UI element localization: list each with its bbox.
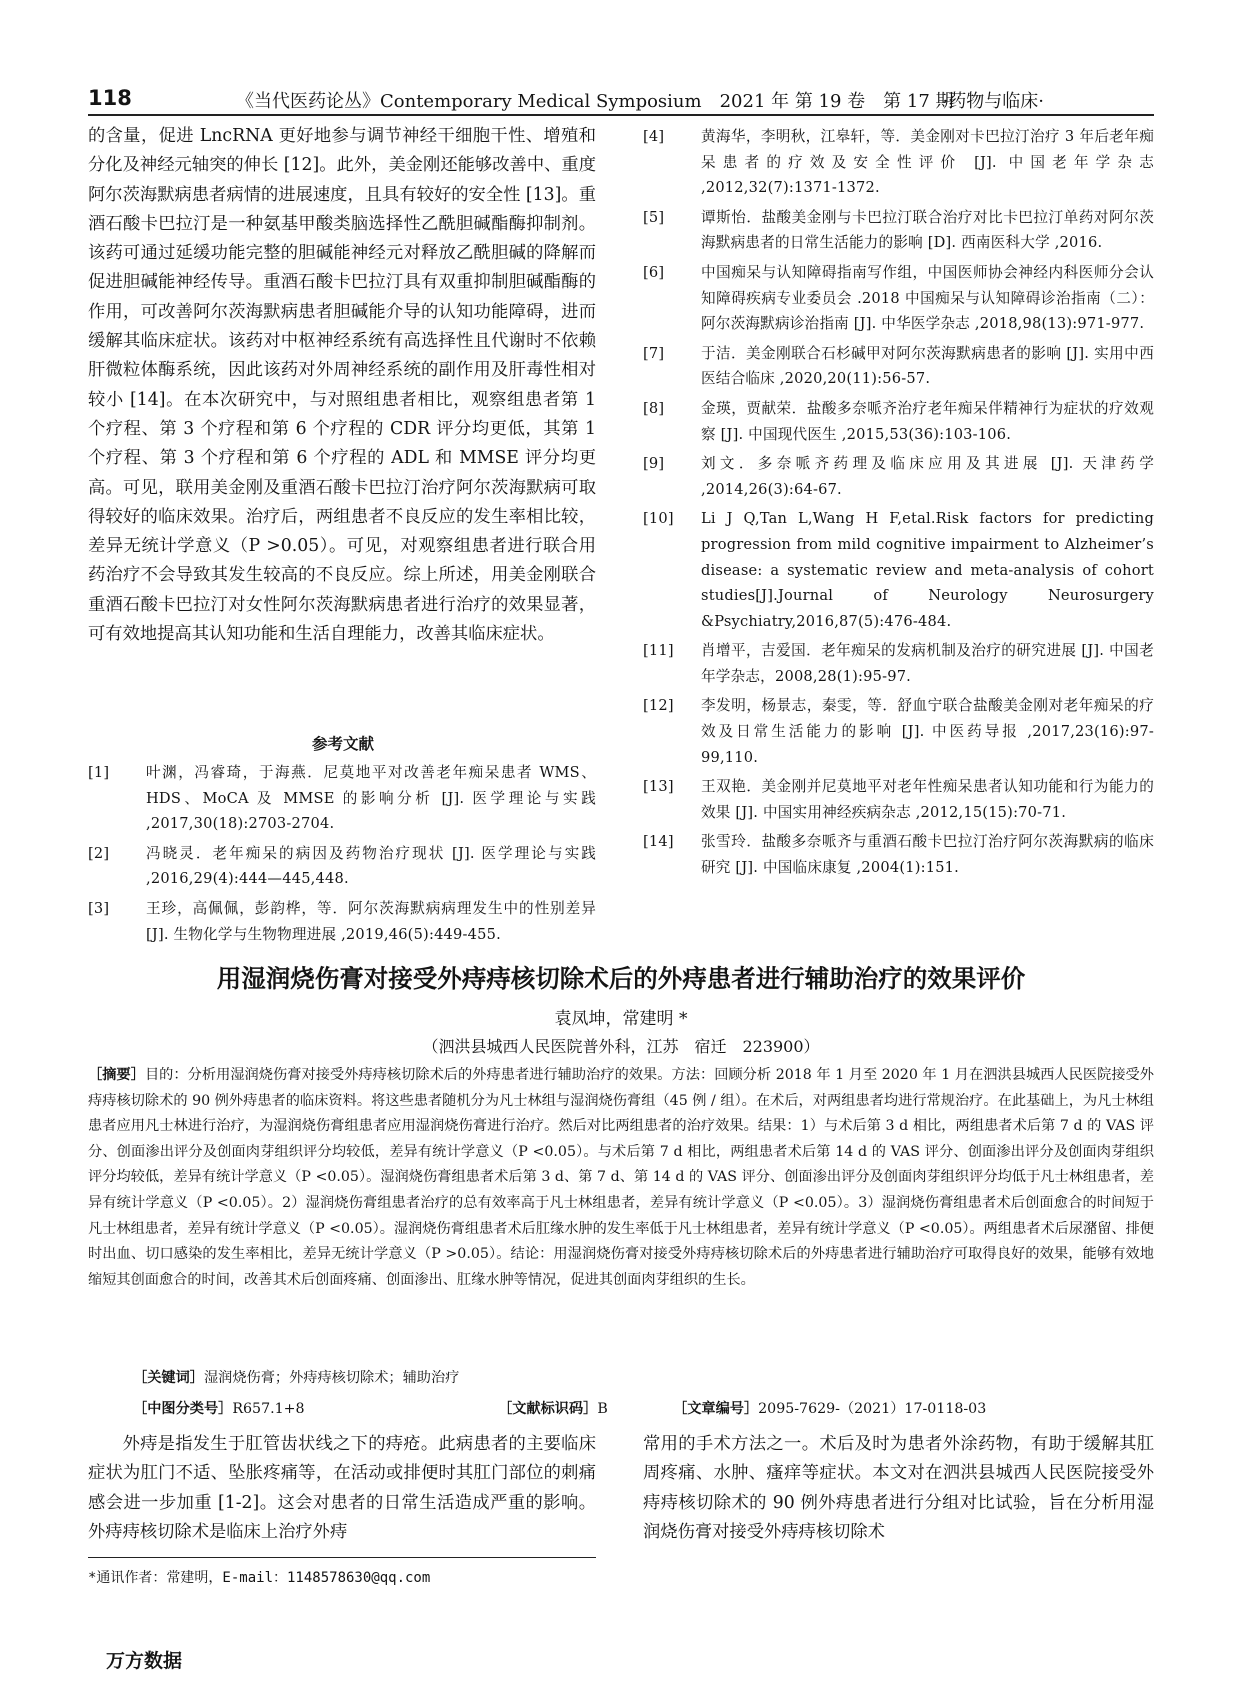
- reference-item: [643, 260, 1154, 337]
- reference-number: [11]: [643, 642, 674, 660]
- article-affiliation: （泗洪县城西人民医院普外科，江苏 宿迁 223900）: [422, 1037, 820, 1056]
- reference-text: 冯晓灵．老年痴呆的病因及药物治疗现状 [J]. 医学理论与实践 ,2016,29(4):444—445,448.: [146, 844, 596, 888]
- keywords-text: 湿润烧伤膏；外痔痔核切除术；辅助治疗: [203, 1370, 460, 1386]
- reference-text: 张雪玲．盐酸多奈哌齐与重酒石酸卡巴拉汀治疗阿尔茨海默病的临床研究 [J]. 中国临床康复 ,2004(1):151.: [701, 833, 1154, 877]
- reference-text: 中国痴呆与认知障碍指南写作组，中国医师协会神经内科医师分会认知障碍疾病专业委员会 .2018 中国痴呆与认知障碍诊治指南（二）：阿尔茨海默病诊治指南 [J]. 中华医学杂志 ,2018,98(13):971-977.: [701, 263, 1154, 333]
- reference-text: 肖增平，吉爱国．老年痴呆的发病机制及治疗的研究进展 [J]. 中国老年学杂志，2008,28(1):95-97.: [701, 642, 1154, 685]
- clc-number: [133, 1398, 305, 1418]
- reference-number: [3]: [88, 899, 110, 917]
- reference-item: [643, 451, 1154, 502]
- reference-item: [643, 124, 1154, 201]
- reference-item: [643, 638, 1154, 689]
- reference-text: 王双艳．美金刚并尼莫地平对老年性痴呆患者认知功能和行为能力的效果 [J]. 中国实用神经疾病杂志 ,2012,15(15):70-71.: [701, 778, 1154, 821]
- reference-text: 于洁．美金刚联合石杉碱甲对阿尔茨海默病患者的影响 [J]. 实用中西医结合临床 ,2020,20(11):56-57.: [701, 344, 1154, 388]
- article-authors: 袁凤坤，常建明 *: [554, 1009, 688, 1029]
- reference-item: [643, 205, 1154, 256]
- doc-code-label: ［文献标识码］: [498, 1401, 598, 1417]
- corresponding-author-footnote: *通讯作者：常建明，E-mail：1148578630@qq.com: [88, 1570, 431, 1586]
- clc-value: R657.1+8: [232, 1401, 305, 1417]
- reference-item: [643, 693, 1154, 770]
- reference-number: [1]: [88, 764, 110, 781]
- journal-info: 《当代医药论丛》Contemporary Medical Symposium 2021 年 第 19 卷 第 17 期: [236, 91, 954, 112]
- reference-text: 刘文．多奈哌齐药理及临床应用及其进展 [J]. 天津药学 ,2014,26(3):64-67.: [701, 455, 1154, 498]
- keywords: [133, 1367, 459, 1387]
- reference-number: [4]: [643, 128, 665, 145]
- discussion-paragraph: 的含量，促进 LncRNA 更好地参与调节神经干细胞干性、增殖和分化及神经元轴突的伸长 [12]。此外，美金刚还能够改善中、重度阿尔茨海默病患者病情的进展速度，且具有较好的安全性 [13]。重酒石酸卡巴拉汀是一种氨基甲酸类脑选择性乙酰胆碱酯酶抑制剂。该药可通过延缓功能完整的胆碱能神经元对释放乙酰胆碱的降解而促进胆碱能神经传导。重酒石酸卡巴拉汀具有双重抑制胆碱酯酶的作用，可改善阿尔茨海默病患者胆碱能介导的认知功能障碍，进而缓解其临床症状。该药对中枢神经系统有高选择性且代谢时不依赖肝微粒体酶系统，因此该药对外周神经系统的副作用及肝毒性相对较小 [14]。在本次研究中，与对照组患者相比，观察组患者第 1 个疗程、第 3 个疗程和第 6 个疗程的 CDR 评分均更低，其第 1 个疗程、第 3 个疗程和第 6 个疗程的 ADL 和 MMSE 评分均更高。可见，联用美金刚及重酒石酸卡巴拉汀治疗阿尔茨海默病可取得较好的临床效果。治疗后，两组患者不良反应的发生率相比较，差异无统计学意义（P >0.05）。可见，对观察组患者进行联合用药治疗不会导致其发生较高的不良反应。综上所述，用美金刚联合重酒石酸卡巴拉汀对女性阿尔茨海默病患者进行治疗的效果显著，可有效地提高其认知功能和生活自理能力，改善其临床症状。: [88, 126, 596, 645]
- reference-number: [5]: [643, 208, 665, 226]
- reference-number: [6]: [643, 263, 665, 281]
- reference-number: [14]: [643, 833, 674, 851]
- reference-list-left: [88, 760, 596, 951]
- keywords-label: ［关键词］: [133, 1370, 204, 1386]
- reference-text: 叶渊，冯睿琦，于海燕．尼莫地平对改善老年痴呆患者 WMS、HDS、MoCA 及 MMSE 的影响分析 [J]. 医学理论与实践 ,2017,30(18):2703-2704.: [146, 764, 596, 833]
- reference-item: [643, 829, 1154, 880]
- reference-number: [12]: [643, 697, 674, 715]
- reference-item: [88, 760, 596, 837]
- abstract: [88, 1063, 1154, 1293]
- page-header: [88, 86, 1154, 114]
- abstract-label: ［摘要］: [88, 1067, 145, 1083]
- reference-number: [8]: [643, 399, 665, 417]
- reference-item: [88, 841, 596, 892]
- reference-number: [10]: [643, 510, 674, 528]
- reference-item: [643, 774, 1154, 825]
- reference-item: [88, 896, 596, 947]
- header-rule: [88, 114, 1154, 116]
- reference-item: [643, 506, 1154, 634]
- section-label: ·药物与临床·: [942, 91, 1044, 112]
- intro-right-column: [643, 1430, 1154, 1547]
- intro-paragraph-right: 常用的手术方法之一。术后及时为患者外涂药物，有助于缓解其肛周疼痛、水肿、瘙痒等症状。本文对在泗洪县城西人民医院接受外痔痔核切除术的 90 例外痔患者进行分组对比试验，旨在分析用湿润烧伤膏对接受外痔痔核切除术: [643, 1434, 1154, 1542]
- article-number: [673, 1398, 986, 1418]
- article-title: 用湿润烧伤膏对接受外痔痔核切除术后的外痔患者进行辅助治疗的效果评价: [216, 964, 1026, 993]
- reference-number: [7]: [643, 344, 665, 362]
- reference-number: [13]: [643, 778, 674, 796]
- reference-list-right: [643, 124, 1154, 885]
- footnote-rule: [88, 1557, 596, 1558]
- reference-item: [643, 341, 1154, 392]
- reference-text: 谭斯怡．盐酸美金刚与卡巴拉汀联合治疗对比卡巴拉汀单药对阿尔茨海默病患者的日常生活能力的影响 [D]. 西南医科大学 ,2016.: [701, 208, 1154, 252]
- reference-text: 王珍，高佩佩，彭韵桦，等．阿尔茨海默病病理发生中的性别差异 [J]. 生物化学与生物物理进展 ,2019,46(5):449-455.: [146, 899, 596, 943]
- reference-text: Li J Q,Tan L,Wang H F,etal.Risk factors for predicting progression from mild cognitive impairment to Alzheimer’s disease: a systematic review and meta-analysis of cohort studies[J].Journal of Neurology Neurosurgery &Psychiatry,2016,87(5):476-484.: [701, 510, 1154, 630]
- reference-text: 李发明，杨景志，秦雯，等．舒血宁联合盐酸美金刚对老年痴呆的疗效及日常生活能力的影响 [J]. 中医药导报 ,2017,23(16):97-99,110.: [701, 697, 1154, 766]
- article-no-label: ［文章编号］: [673, 1401, 759, 1417]
- page-number: 118: [88, 86, 132, 110]
- abstract-text: 目的：分析用湿润烧伤膏对接受外痔痔核切除术后的外痔患者进行辅助治疗的效果。方法：回顾分析 2018 年 1 月至 2020 年 1 月在泗洪县城西人民医院接受外痔痔核切除术的 90 例外痔患者的临床资料。将这些患者随机分为凡士林组与湿润烧伤膏组（45 例 / 组）。在术后，对两组患者均进行常规治疗。在此基础上，为凡士林组患者应用凡士林进行治疗，为湿润烧伤膏组患者应用湿润烧伤膏进行治疗。然后对比两组患者的治疗效果。结果：1）与术后第 3 d 相比，两组患者术后第 7 d 的 VAS 评分、创面渗出评分及创面肉芽组织评分均较低，差异有统计学意义（P <0.05）。与术后第 7 d 相比，两组患者术后第 14 d 的 VAS 评分、创面渗出评分及创面肉芽组织评分均较低，差异有统计学意义（P <0.05）。湿润烧伤膏组患者术后第 3 d、第 7 d、第 14 d 的 VAS 评分、创面渗出评分及创面肉芽组织评分均低于凡士林组患者，差异有统计学意义（P <0.05）。2）湿润烧伤膏组患者治疗的总有效率高于凡士林组患者，差异有统计学意义（P <0.05）。3）湿润烧伤膏组患者术后创面愈合的时间短于凡士林组患者，差异有统计学意义（P <0.05）。湿润烧伤膏组患者术后肛缘水肿的发生率低于凡士林组患者，差异有统计学意义（P <0.05）。两组患者术后尿潴留、排便时出血、切口感染的发生率相比，差异无统计学意义（P >0.05）。结论：用湿润烧伤膏对接受外痔痔核切除术后的外痔患者进行辅助治疗可取得良好的效果，能够有效地缩短其创面愈合的时间，改善其术后创面疼痛、创面渗出、肛缘水肿等情况，促进其创面肉芽组织的生长。: [88, 1067, 1154, 1288]
- reference-text: 金瑛，贾献荣．盐酸多奈哌齐治疗老年痴呆伴精神行为症状的疗效观察 [J]. 中国现代医生 ,2015,53(36):103-106.: [701, 399, 1154, 443]
- wanfang-watermark: 万方数据: [106, 1650, 183, 1672]
- references-heading: 参考文献: [311, 735, 374, 753]
- document-code: [498, 1398, 608, 1418]
- clc-label: ［中图分类号］: [133, 1401, 233, 1417]
- article-no-value: 2095-7629-（2021）17-0118-03: [758, 1401, 987, 1417]
- left-column-text: [88, 122, 596, 649]
- reference-number: [2]: [88, 844, 110, 862]
- doc-code-value: B: [597, 1401, 608, 1417]
- intro-paragraph-left: 外痔是指发生于肛管齿状线之下的痔疮。此病患者的主要临床症状为肛门不适、坠胀疼痛等，在活动或排便时其肛门部位的刺痛感会进一步加重 [1-2]。这会对患者的日常生活造成严重的影响。外痔痔核切除术是临床上治疗外痔: [88, 1434, 596, 1542]
- reference-number: [9]: [643, 455, 665, 473]
- intro-left-column: [88, 1430, 596, 1547]
- reference-text: 黄海华，李明秋，江皋轩，等．美金刚对卡巴拉汀治疗 3 年后老年痴呆患者的疗效及安全性评价 [J]. 中国老年学杂志 ,2012,32(7):1371-1372.: [701, 128, 1154, 197]
- reference-item: [643, 396, 1154, 447]
